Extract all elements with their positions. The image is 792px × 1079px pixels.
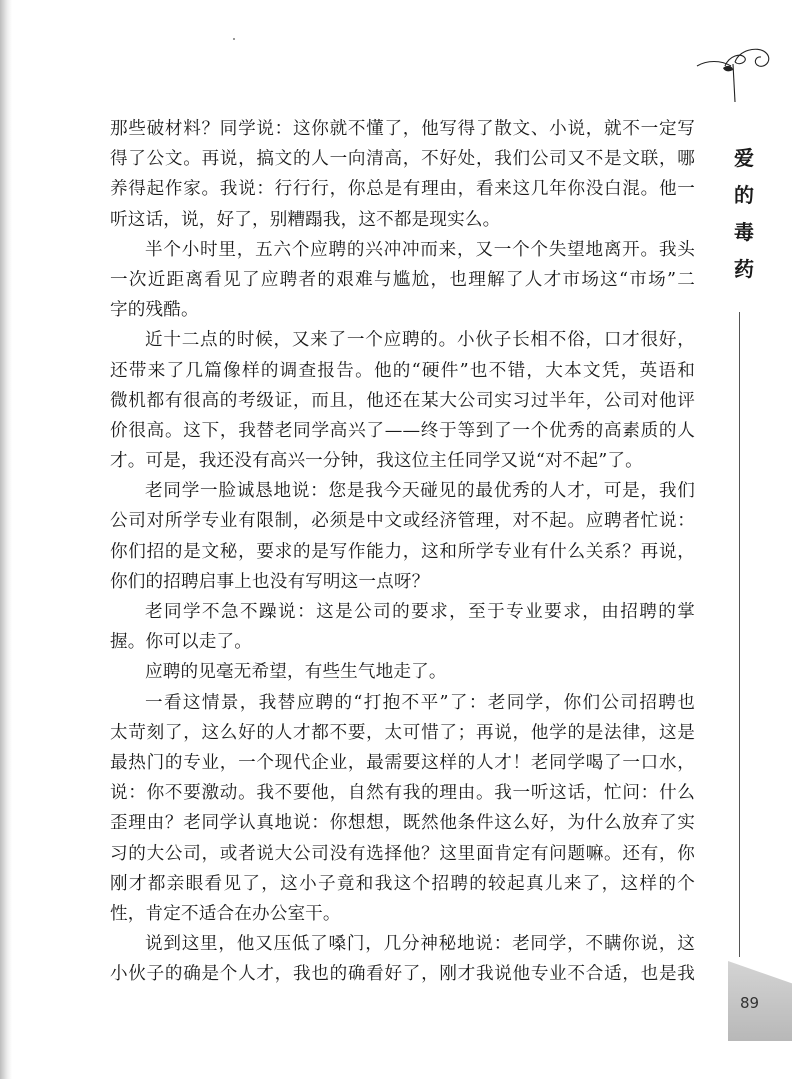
page-number: 89 (740, 994, 760, 1012)
text-line: 性，肯定不适合在办公室干。 (110, 903, 341, 924)
running-title-char: 药 (734, 257, 754, 281)
running-title-char: 的 (734, 183, 754, 207)
running-title-char: 毒 (734, 220, 754, 244)
scan-speck (233, 38, 235, 40)
text-line: 价很高。这下，我替老同学高兴了——终于等到了一个优秀的高素质的人 (110, 420, 695, 441)
text-line: 小伙子的确是个人才，我也的确看好了，刚才我说他专业不合适，也是我 (110, 964, 695, 985)
text-line: 刚才都亲眼看见了，这小子竟和我这个招聘的较起真儿来了，这样的个 (110, 873, 695, 894)
text-line: 听这话，说，好了，别糟蹋我，这不都是现实么。 (110, 209, 501, 230)
vine-ornament-icon (695, 44, 780, 104)
text-line: 微机都有很高的考级证，而且，他还在某大公司实习过半年，公司对他评 (110, 390, 695, 411)
text-line: 握。你可以走了。 (110, 632, 252, 653)
text-line: 老同学不急不躁说：这是公司的要求，至于专业要求，由招聘的掌 (145, 602, 695, 622)
text-line: 说到这里，他又压低了嗓门，几分神秘地说：老同学，不瞒你说，这 (145, 934, 695, 955)
text-line: 公司对所学专业有限制，必须是中文或经济管理，对不起。应聘者忙说： (110, 511, 695, 532)
text-line: 说：你不要激动。我不要他，自然有我的理由。我一听这话，忙问：什么 (110, 783, 695, 804)
running-title-char: 爱 (734, 146, 754, 170)
text-line: 近十二点的时候，又来了一个应聘的。小伙子长相不俗，口才很好， (145, 330, 695, 351)
text-line: 得了公文。再说，搞文的人一向清高，不好处，我们公司又不是文联，哪 (110, 149, 695, 170)
text-line: 你们招的是文秘，要求的是写作能力，这和所学专业有什么关系？再说， (110, 541, 695, 562)
text-line: 歪理由？老同学认真地说：你想想，既然他条件这么好，为什么放弃了实 (110, 813, 695, 834)
text-line: 你们的招聘启事上也没有写明这一点呀？ (110, 571, 430, 592)
text-line: 半个小时里，五六个应聘的兴冲冲而来，又一个个失望地离开。我头 (145, 239, 695, 260)
text-line: 老同学一脸诚恳地说：您是我今天碰见的最优秀的人才，可是，我们 (145, 481, 695, 502)
text-line: 太苛刻了，这么好的人才都不要，太可惜了；再说，他学的是法律，这是 (110, 722, 695, 743)
text-line: 养得起作家。我说：行行行，你总是有理由，看来这几年你没白混。他一 (110, 179, 695, 200)
text-line: 那些破材料？同学说：这你就不懂了，他写得了散文、小说，就不一定写 (110, 119, 695, 139)
page-edge-shadow (0, 0, 12, 1079)
vertical-divider (739, 312, 740, 957)
text-line: 最热门的专业，一个现代企业，最需要这样的人才！老同学喝了一口水， (110, 752, 695, 773)
text-line: 应聘的见毫无希望，有些生气地走了。 (145, 662, 447, 683)
text-line: 才。可是，我还没有高兴一分钟，我这位主任同学又说“对不起”了。 (110, 451, 643, 472)
text-line: 字的残酷。 (110, 300, 199, 321)
text-line: 一次近距离看见了应聘者的艰难与尴尬，也理解了人才市场这“市场”二 (110, 269, 695, 290)
text-line: 还带来了几篇像样的调查报告。他的“硬件”也不错，大本文凭，英语和 (110, 360, 695, 381)
body-text (110, 114, 695, 989)
running-title (732, 140, 756, 288)
text-line: 一看这情景，我替应聘的“打抱不平”了：老同学，你们公司招聘也 (145, 692, 695, 713)
text-line: 习的大公司，或者说大公司没有选择他？这里面肯定有问题嘛。还有，你 (110, 843, 695, 864)
